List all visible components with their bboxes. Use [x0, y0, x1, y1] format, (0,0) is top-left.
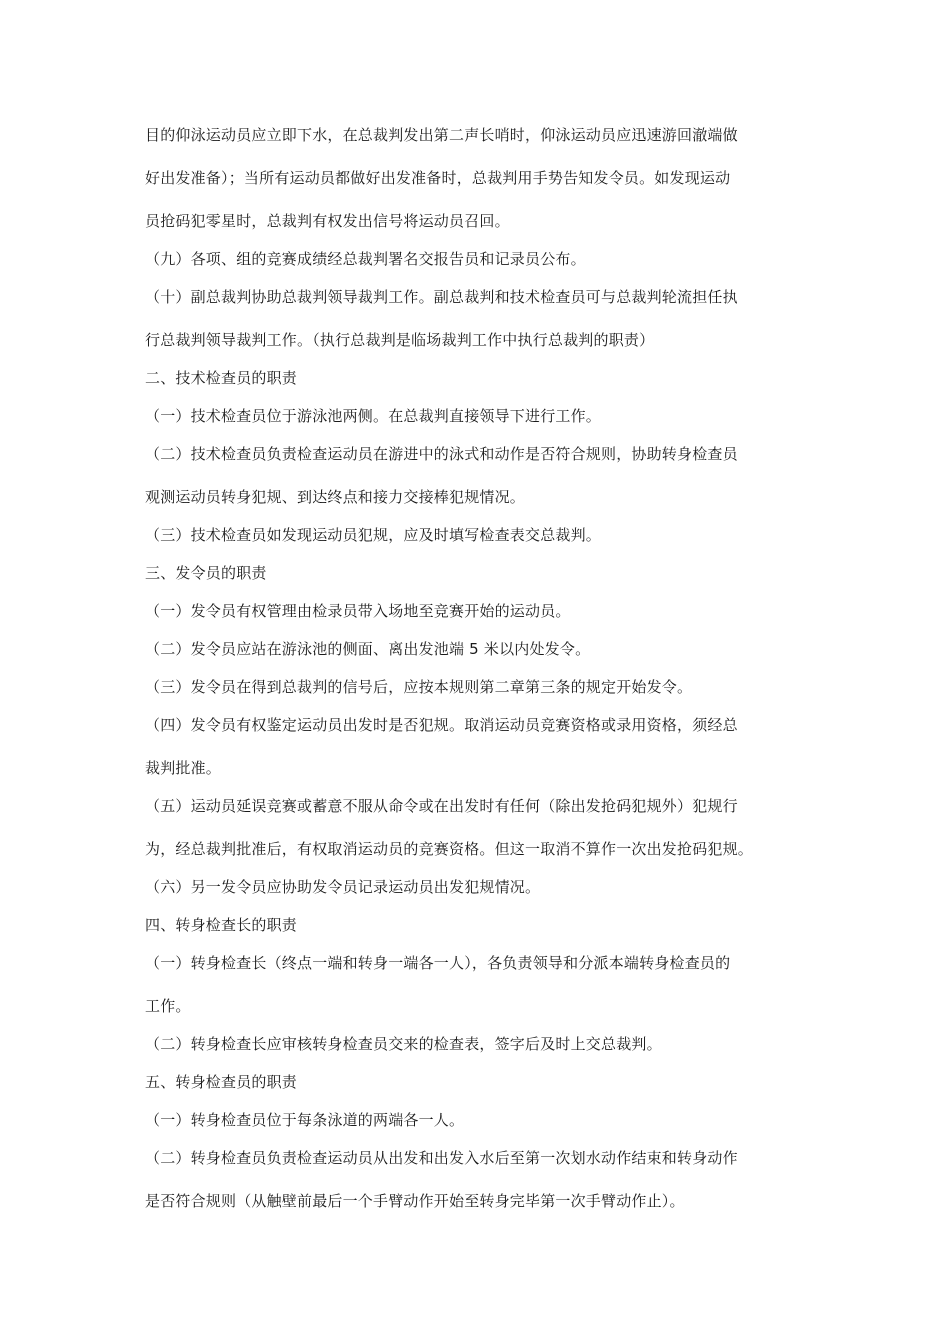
text-line: 四、转身检查长的职责 [145, 916, 298, 934]
text-line: 为，经总裁判批准后，有权取消运动员的竞赛资格。但这一取消不算作一次出发抢码犯规。 [145, 840, 754, 858]
text-line: （六）另一发令员应协助发令员记录运动员出发犯规情况。 [145, 878, 541, 896]
text-line: （二）技术检查员负责检查运动员在游进中的泳式和动作是否符合规则，协助转身检查员 [145, 445, 738, 463]
text-line: （三）技术检查员如发现运动员犯规，应及时填写检查表交总裁判。 [145, 526, 602, 544]
text-line: 五、转身检查员的职责 [145, 1073, 298, 1091]
text-line: （五）运动员延误竞赛或蓄意不服从命令或在出发时有任何（除出发抢码犯规外）犯规行 [145, 797, 738, 815]
text-line: 三、发令员的职责 [145, 564, 267, 582]
text-line: 目的仰泳运动员应立即下水，在总裁判发出第二声长哨时，仰泳运动员应迅速游回澈端做 [145, 126, 738, 144]
text-line: （一）技术检查员位于游泳池两侧。在总裁判直接领导下进行工作。 [145, 407, 602, 425]
text-line: （三）发令员在得到总裁判的信号后，应按本规则第二章第三条的规定开始发令。 [145, 678, 693, 696]
text-line: （四）发令员有权鉴定运动员出发时是否犯规。取消运动员竞赛资格或录用资格，须经总 [145, 716, 738, 734]
text-line: 好出发准备）；当所有运动员都做好出发准备时，总裁判用手势告知发令员。如发现运动 [145, 169, 731, 187]
text-line: （十）副总裁判协助总裁判领导裁判工作。副总裁判和技术检查员可与总裁判轮流担任执 [145, 288, 738, 306]
text-line: 是否符合规则（从触壁前最后一个手臂动作开始至转身完毕第一次手臂动作止）。 [145, 1192, 685, 1210]
text-line: 工作。 [145, 997, 191, 1015]
text-line: （二）发令员应站在游泳池的侧面、离出发池端 5 米以内处发令。 [145, 640, 591, 658]
text-line: 裁判批准。 [145, 759, 222, 777]
text-line: （二）转身检查长应审核转身检查员交来的检查表，签字后及时上交总裁判。 [145, 1035, 662, 1053]
text-line: 二、技术检查员的职责 [145, 369, 298, 387]
text-line: （一）转身检查长（终点一端和转身一端各一人），各负责领导和分派本端转身检查员的 [145, 954, 731, 972]
text-line: （一）转身检查员位于每条泳道的两端各一人。 [145, 1111, 465, 1129]
text-line: （一）发令员有权管理由检录员带入场地至竞赛开始的运动员。 [145, 602, 571, 620]
text-line: 观测运动员转身犯规、到达终点和接力交接棒犯规情况。 [145, 488, 526, 506]
text-line: （二）转身检查员负责检查运动员从出发和出发入水后至第一次划水动作结束和转身动作 [145, 1149, 738, 1167]
text-line: （九）各项、组的竞赛成绩经总裁判署名交报告员和记录员公布。 [145, 250, 586, 268]
text-line: 员抢码犯零星时，总裁判有权发出信号将运动员召回。 [145, 212, 510, 230]
text-line: 行总裁判领导裁判工作。（执行总裁判是临场裁判工作中执行总裁判的职责） [145, 331, 655, 349]
